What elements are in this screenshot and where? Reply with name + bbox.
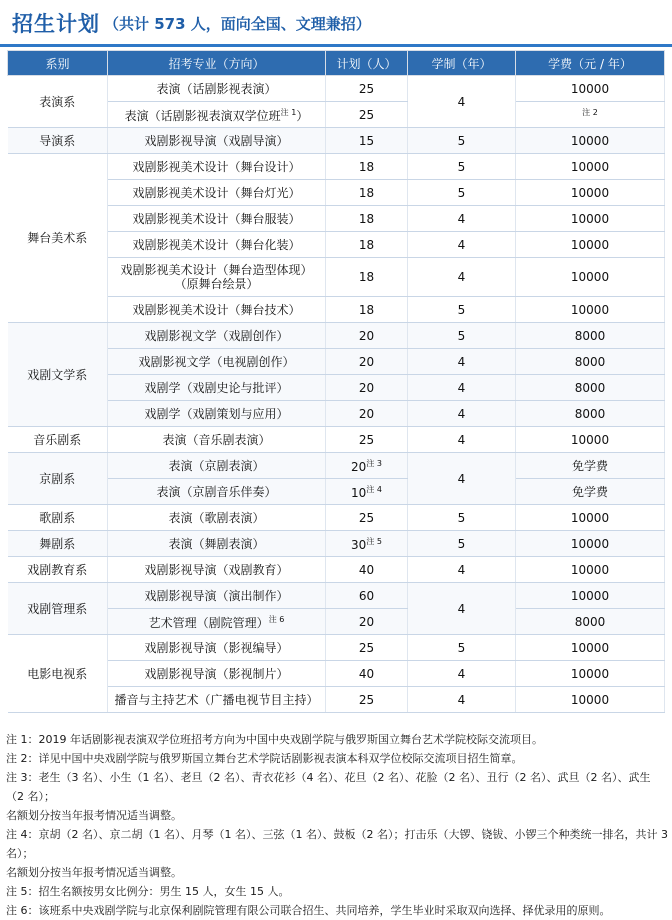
fee-cell <box>516 102 665 128</box>
duration-cell: 4 <box>408 453 516 505</box>
fee-cell: 10000 <box>516 128 665 154</box>
fee-cell: 10000 <box>516 505 665 531</box>
major-cell: 表演（舞剧表演） <box>108 531 326 557</box>
table-row <box>8 583 665 609</box>
table-header-row <box>8 51 665 76</box>
duration-cell: 4 <box>408 206 516 232</box>
duration-cell: 5 <box>408 180 516 206</box>
plan-cell: 15 <box>326 128 408 154</box>
footnote: 注 3：老生（3 名）、小生（1 名）、老旦（2 名）、青衣花衫（4 名）、花旦（2 名）、花脸（2 名）、丑行（2 名）、武旦（2 名）、武生（2 名）； <box>6 771 651 803</box>
footnotes <box>6 730 668 920</box>
duration-cell: 4 <box>408 258 516 297</box>
department-cell: 音乐剧系 <box>8 427 108 453</box>
major-text: 戏剧影视美术设计（舞台造型体现） <box>120 263 313 277</box>
table-row <box>8 453 665 479</box>
footnote-ref: 注 2 <box>582 108 598 117</box>
footnote: 注 6：该班系中央戏剧学院与北京保利剧院管理有限公司联合招生、共同培养，学生毕业时采取双向选择、择优录用的原则。 <box>6 904 611 917</box>
plan-cell: 18 <box>326 180 408 206</box>
table-row <box>8 531 665 557</box>
major-cell: 戏剧影视美术设计（舞台服装） <box>108 206 326 232</box>
duration-cell: 5 <box>408 128 516 154</box>
major-cell <box>108 609 326 635</box>
fee-cell: 免学费 <box>516 479 665 505</box>
major-cell: 戏剧影视导演（演出制作） <box>108 583 326 609</box>
duration-cell: 5 <box>408 323 516 349</box>
fee-cell: 10000 <box>516 206 665 232</box>
fee-cell: 免学费 <box>516 453 665 479</box>
duration-cell: 5 <box>408 531 516 557</box>
plan-cell <box>326 453 408 479</box>
fee-cell: 10000 <box>516 232 665 258</box>
footnote-ref: 注 4 <box>366 485 382 494</box>
plan-cell: 25 <box>326 505 408 531</box>
duration-cell: 4 <box>408 661 516 687</box>
plan-cell: 18 <box>326 258 408 297</box>
major-cell: 播音与主持艺术（广播电视节目主持） <box>108 687 326 713</box>
department-cell: 导演系 <box>8 128 108 154</box>
fee-cell: 10000 <box>516 154 665 180</box>
column-header: 学制（年） <box>408 51 516 76</box>
footnote: 名额划分按当年报考情况适当调整。 <box>6 809 182 822</box>
major-cell: 戏剧影视美术设计（舞台化装） <box>108 232 326 258</box>
plan-cell: 18 <box>326 297 408 323</box>
fee-cell: 10000 <box>516 635 665 661</box>
plan-cell: 20 <box>326 349 408 375</box>
fee-cell: 8000 <box>516 323 665 349</box>
fee-cell: 10000 <box>516 76 665 102</box>
major-cell: 表演（话剧影视表演） <box>108 76 326 102</box>
duration-cell: 5 <box>408 505 516 531</box>
table-row <box>8 154 665 180</box>
department-cell: 戏剧教育系 <box>8 557 108 583</box>
duration-cell: 4 <box>408 557 516 583</box>
plan-cell: 25 <box>326 687 408 713</box>
fee-cell: 10000 <box>516 661 665 687</box>
department-cell: 戏剧管理系 <box>8 583 108 635</box>
plan-value: 30 <box>351 538 367 552</box>
fee-cell: 8000 <box>516 609 665 635</box>
plan-cell: 40 <box>326 557 408 583</box>
fee-cell: 10000 <box>516 687 665 713</box>
title-divider <box>0 44 672 47</box>
major-cell: 戏剧影视美术设计（舞台技术） <box>108 297 326 323</box>
duration-cell: 4 <box>408 375 516 401</box>
major-cell: 戏剧影视文学（电视剧创作） <box>108 349 326 375</box>
footnote: 注 4：京胡（2 名）、京二胡（1 名）、月琴（1 名）、三弦（1 名）、鼓板（2 名）；打击乐（大锣、铙钹、小锣三个种类统一排名，共计 3 名）； <box>6 828 668 860</box>
fee-cell: 10000 <box>516 427 665 453</box>
major-text-line2: （原舞台绘景） <box>174 277 259 291</box>
plan-cell: 25 <box>326 76 408 102</box>
page-subtitle: （共计 573 人，面向全国、文理兼招） <box>104 14 371 33</box>
footnote-ref: 注 1 <box>280 108 297 117</box>
department-cell: 电影电视系 <box>8 635 108 713</box>
fee-cell: 8000 <box>516 349 665 375</box>
page-title: 招生计划 <box>12 12 100 36</box>
duration-cell: 4 <box>408 583 516 635</box>
plan-cell: 25 <box>326 102 408 128</box>
plan-cell <box>326 531 408 557</box>
major-cell: 戏剧学（戏剧策划与应用） <box>108 401 326 427</box>
major-cell: 表演（歌剧表演） <box>108 505 326 531</box>
major-text: 艺术管理（剧院管理） <box>148 616 269 630</box>
footnote: 注 5：招生名额按男女比例分：男生 15 人，女生 15 人。 <box>6 885 290 898</box>
department-cell: 歌剧系 <box>8 505 108 531</box>
plan-cell: 60 <box>326 583 408 609</box>
major-cell <box>108 102 326 128</box>
footnote: 注 2：详见中国中央戏剧学院与俄罗斯国立舞台艺术学院话剧影视表演本科双学位校际交流项目招生简章。 <box>6 752 523 765</box>
major-cell: 戏剧影视导演（影视制片） <box>108 661 326 687</box>
fee-cell: 10000 <box>516 531 665 557</box>
duration-cell: 4 <box>408 427 516 453</box>
plan-cell: 20 <box>326 375 408 401</box>
plan-cell: 18 <box>326 206 408 232</box>
table-row <box>8 635 665 661</box>
table-row <box>8 505 665 531</box>
duration-cell: 5 <box>408 297 516 323</box>
table-row <box>8 427 665 453</box>
duration-cell: 4 <box>408 687 516 713</box>
plan-value: 20 <box>351 460 367 474</box>
footnote-ref: 注 5 <box>366 537 382 546</box>
plan-cell <box>326 479 408 505</box>
plan-cell: 25 <box>326 427 408 453</box>
major-cell: 表演（京剧表演） <box>108 453 326 479</box>
major-text-suffix: ） <box>296 109 309 123</box>
fee-cell: 8000 <box>516 375 665 401</box>
table-row <box>8 76 665 102</box>
major-cell: 戏剧影视导演（戏剧导演） <box>108 128 326 154</box>
duration-cell: 4 <box>408 349 516 375</box>
fee-cell: 10000 <box>516 180 665 206</box>
major-cell: 戏剧影视导演（戏剧教育） <box>108 557 326 583</box>
plan-cell: 18 <box>326 154 408 180</box>
column-header: 系别 <box>8 51 108 76</box>
footnote: 名额划分按当年报考情况适当调整。 <box>6 866 182 879</box>
plan-value: 10 <box>351 486 367 500</box>
admission-plan-table <box>7 50 665 713</box>
department-cell: 表演系 <box>8 76 108 128</box>
fee-cell: 10000 <box>516 557 665 583</box>
table-row <box>8 128 665 154</box>
major-text: 表演（话剧影视表演双学位班 <box>124 109 281 123</box>
plan-cell: 40 <box>326 661 408 687</box>
column-header: 招考专业（方向） <box>108 51 326 76</box>
plan-cell: 25 <box>326 635 408 661</box>
footnote-ref: 注 3 <box>366 459 382 468</box>
plan-cell: 20 <box>326 609 408 635</box>
major-cell: 戏剧学（戏剧史论与批评） <box>108 375 326 401</box>
footnote: 注 1：2019 年话剧影视表演双学位班招考方向为中国中央戏剧学院与俄罗斯国立舞台艺术学院校际交流项目。 <box>6 733 543 746</box>
major-cell: 戏剧影视文学（戏剧创作） <box>108 323 326 349</box>
duration-cell: 4 <box>408 232 516 258</box>
fee-cell: 10000 <box>516 258 665 297</box>
department-cell: 戏剧文学系 <box>8 323 108 427</box>
plan-cell: 20 <box>326 401 408 427</box>
major-cell <box>108 258 326 297</box>
major-cell: 表演（京剧音乐伴奏） <box>108 479 326 505</box>
department-cell: 舞剧系 <box>8 531 108 557</box>
department-cell: 舞台美术系 <box>8 154 108 323</box>
fee-cell: 8000 <box>516 401 665 427</box>
duration-cell: 4 <box>408 401 516 427</box>
major-cell: 表演（音乐剧表演） <box>108 427 326 453</box>
major-cell: 戏剧影视导演（影视编导） <box>108 635 326 661</box>
major-cell: 戏剧影视美术设计（舞台灯光） <box>108 180 326 206</box>
plan-cell: 18 <box>326 232 408 258</box>
duration-cell: 5 <box>408 154 516 180</box>
fee-cell: 10000 <box>516 297 665 323</box>
column-header: 学费（元 / 年） <box>516 51 665 76</box>
major-cell: 戏剧影视美术设计（舞台设计） <box>108 154 326 180</box>
table-row <box>8 323 665 349</box>
duration-cell: 4 <box>408 76 516 128</box>
department-cell: 京剧系 <box>8 453 108 505</box>
fee-cell: 10000 <box>516 583 665 609</box>
header <box>12 6 371 40</box>
footnote-ref: 注 6 <box>268 615 285 624</box>
duration-cell: 5 <box>408 635 516 661</box>
plan-cell: 20 <box>326 323 408 349</box>
table-row <box>8 557 665 583</box>
column-header: 计划（人） <box>326 51 408 76</box>
